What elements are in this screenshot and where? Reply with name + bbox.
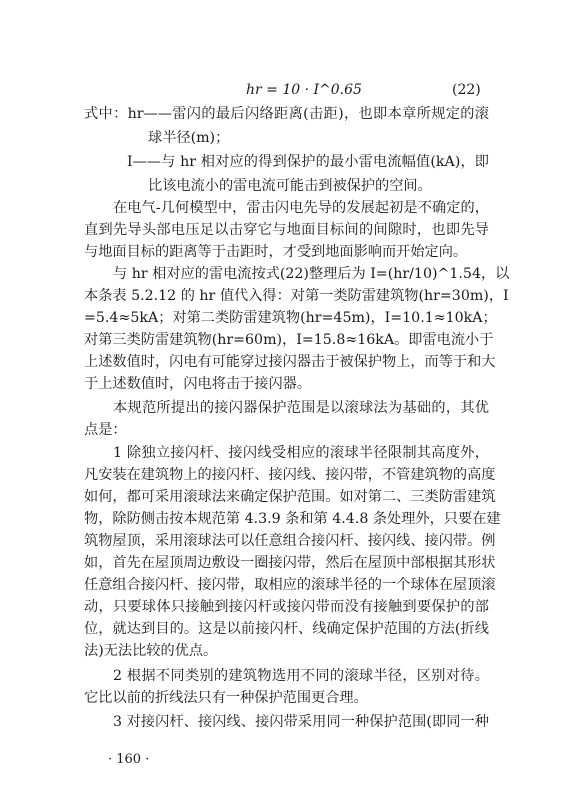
list-item-3: 3 对接闪杆、接闪线、接闪带采用同一种保护范围(即同一种 — [113, 714, 489, 730]
equation: hr = 10 · I^0.65 — [246, 82, 362, 98]
definition-i: I——与 hr 相对应的得到保护的最小雷电流幅值(kA)，即 — [127, 154, 489, 170]
paragraph-line: 与 hr 相对应的雷电流按式(22)整理后为 I=(hr/10)^1.54，以 — [113, 266, 510, 282]
paragraph-line: 凡安装在建筑物上的接闪杆、接闪线、接闪带，不管建筑物的高度 — [84, 467, 496, 483]
page-number: · 160 · — [108, 752, 150, 767]
paragraph-line: 与地面目标的距离等于击距时，才受到地面影响而开始定向。 — [84, 244, 468, 260]
paragraph-line: 任意组合接闪杆、接闪带，取相应的滚球半径的一个球体在屋顶滚 — [84, 577, 496, 593]
paragraph-line: 于上述数值时，闪电将击于接闪器。 — [84, 376, 312, 392]
paragraph-line: =5.4≈5kA；对第二类防雷建筑物(hr=45m)，I=10.1≈10kA； — [84, 310, 497, 326]
paragraph-line: 位，就达到目的。这是以前接闪杆、线确定保护范围的方法(折线 — [84, 621, 489, 637]
list-item-2: 2 根据不同类别的建筑物选用不同的滚球半径，区别对待。 — [113, 668, 489, 684]
paragraph-line: 在电气-几何模型中，雷击闪电先导的发展起初是不确定的， — [113, 200, 489, 216]
paragraph-line: 它比以前的折线法只有一种保护范围更合理。 — [84, 690, 368, 706]
paragraph-line: 点是： — [84, 422, 127, 438]
paragraph-line: 动，只要球体只接触到接闪杆或接闪带而没有接触到要保护的部 — [84, 599, 489, 615]
paragraph-line: 本规范所提出的接闪器保护范围是以滚球法为基础的，其优 — [113, 400, 489, 416]
paragraph-line: 筑物屋顶，采用滚球法可以任意组合接闪杆、接闪线、接闪带。例 — [84, 533, 496, 549]
definition-i-cont: 比该电流小的雷电流可能击到被保护的空间。 — [148, 178, 432, 194]
paragraph-line: 物，除防侧击按本规范第 4.3.9 条和第 4.4.8 条处理外，只要在建 — [84, 511, 501, 527]
paragraph-line: 直到先导头部电压足以击穿它与地面目标间的间隙时，也即先导 — [84, 222, 489, 238]
paragraph-line: 如何，都可采用滚球法来确定保护范围。如对第二、三类防雷建筑 — [84, 489, 496, 505]
list-item-1: 1 除独立接闪杆、接闪线受相应的滚球半径限制其高度外， — [113, 445, 489, 461]
paragraph-line: 对第三类防雷建筑物(hr=60m)，I=15.8≈16kA。即雷电流小于 — [84, 332, 494, 348]
definition-hr-cont: 球半径(m)； — [148, 130, 230, 146]
paragraph-line: 本条表 5.2.12 的 hr 值代入得：对第一类防雷建筑物(hr=30m)，I — [84, 288, 509, 304]
equation-number: (22) — [452, 82, 481, 98]
paragraph-line: 上述数值时，闪电有可能穿过接闪器击于被保护物上，而等于和大 — [84, 354, 496, 370]
paragraph-line: 法)无法比较的优点。 — [84, 643, 218, 659]
definition-hr: 式中：hr——雷闪的最后闪络距离(击距)，也即本章所规定的滚 — [84, 106, 489, 122]
paragraph-line: 如，首先在屋顶周边敷设一圈接闪带，然后在屋顶中部根据其形状 — [84, 555, 496, 571]
